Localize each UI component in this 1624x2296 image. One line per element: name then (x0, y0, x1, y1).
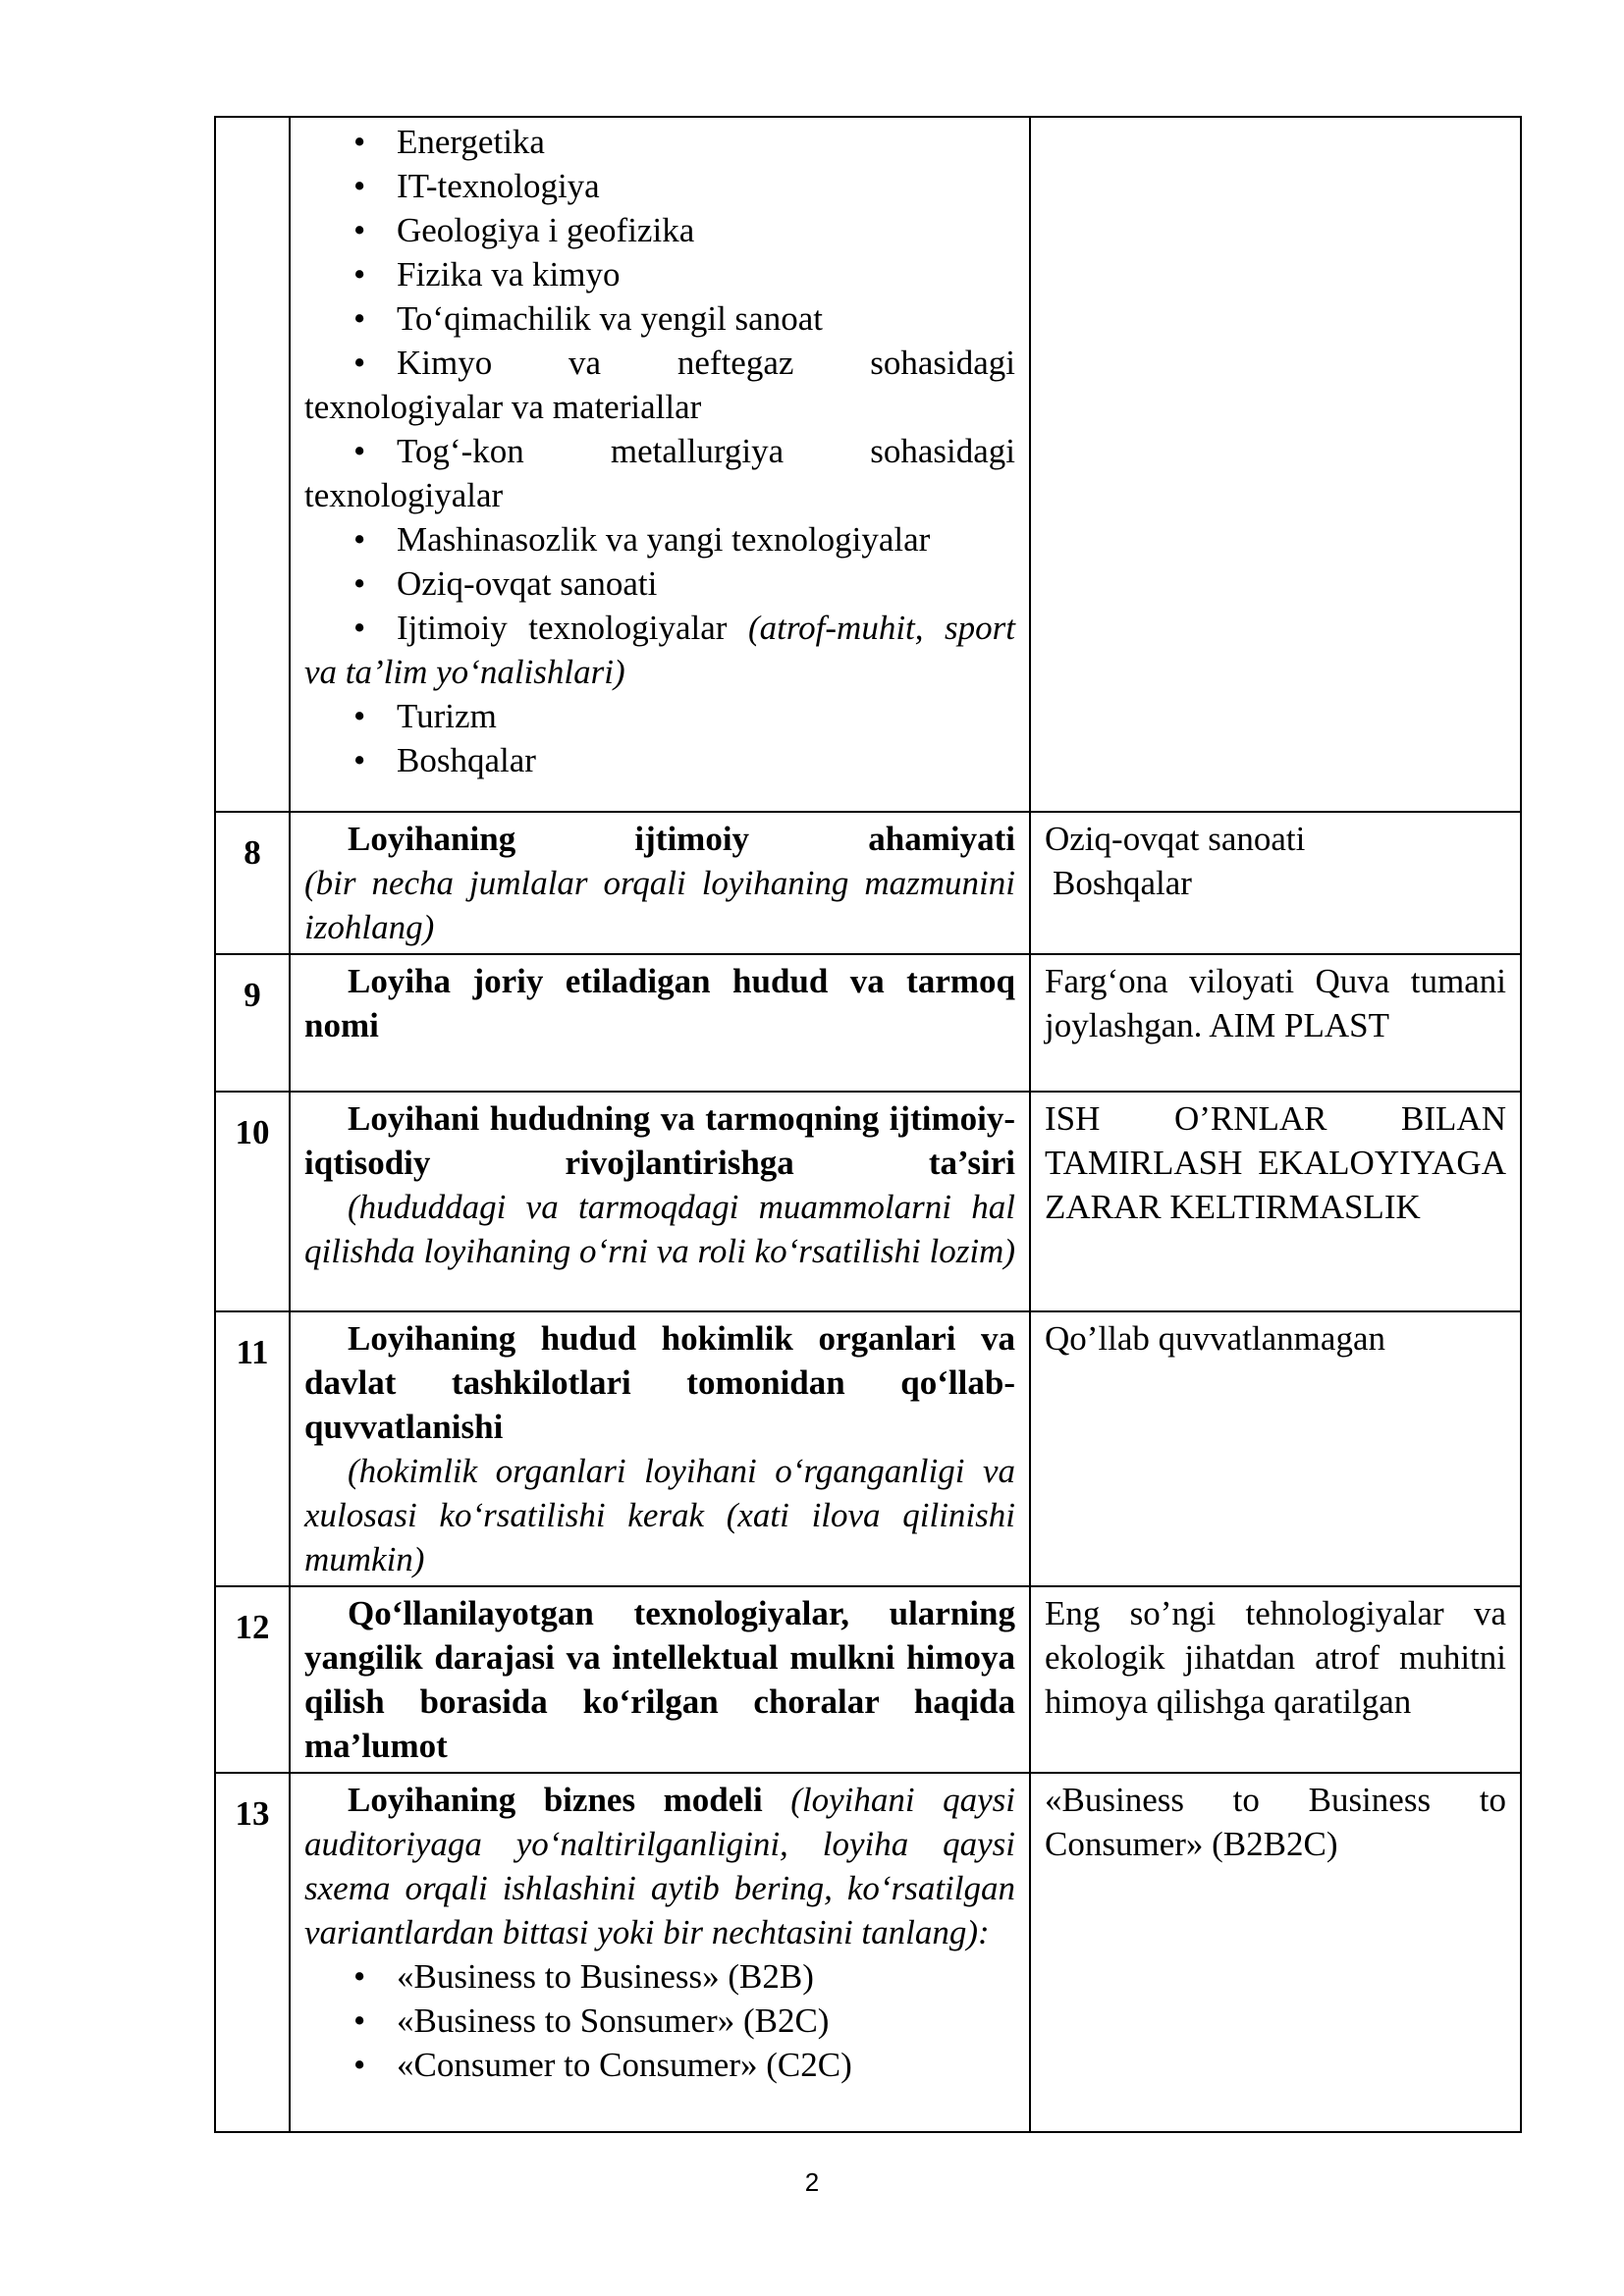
answer-line: Oziq-ovqat sanoati (1045, 820, 1306, 858)
question-title: Loyihaning hudud hokimlik organlari va davlat tashkilotlari tomonidan qo‘llab-quvvatlanishi (304, 1319, 1015, 1446)
page-number: 2 (804, 2167, 820, 2197)
list-item: • Mashinasozlik va yangi texnologiyalar (304, 517, 1015, 561)
table-row-8 (215, 812, 1521, 954)
answer-text: Farg‘ona viloyati Quva tumani joylashgan. AIM PLAST (1045, 962, 1506, 1044)
question-cell (290, 812, 1030, 954)
row-number: 12 (215, 1586, 290, 1773)
answer-text: Eng so’ngi tehnologiyalar va ekologik jihatdan atrof muhitni himoya qilishga qaratilgan (1045, 1594, 1506, 1721)
answer-cell (1030, 954, 1521, 1092)
list-item: • To‘qimachilik va yengil sanoat (304, 296, 1015, 341)
question-title: Loyihaning ijtimoiy ahamiyati (348, 820, 1015, 858)
answer-text: Qo’llab quvvatlanmagan (1045, 1319, 1385, 1358)
list-item: • Oziq-ovqat sanoati (304, 561, 1015, 606)
table-row-10 (215, 1092, 1521, 1311)
list-item: • Ijtimoiy texnologiyalar (atrof-muhit, sport va ta’lim yo‘nalishlari) (304, 606, 1015, 694)
question-hint: (bir necha jumlalar orqali loyihaning mazmunini izohlang) (304, 864, 1015, 946)
table-row-9 (215, 954, 1521, 1092)
question-cell (290, 1773, 1030, 2132)
question-title: Loyiha joriy etiladigan hudud va tarmoq nomi (304, 962, 1015, 1044)
list-item: • Tog‘-kon metallurgiya sohasidagi texnologiyalar (304, 429, 1015, 517)
application-form-table (214, 116, 1522, 2133)
row-number: 13 (215, 1773, 290, 2132)
row-number: 8 (215, 812, 290, 954)
answer-cell (1030, 812, 1521, 954)
row-number: 11 (215, 1311, 290, 1586)
sector-list-cell (290, 117, 1030, 812)
option-item: • «Business to Sonsumer» (B2C) (304, 1999, 1015, 2043)
list-item: • IT-texnologiya (304, 164, 1015, 208)
answer-cell (1030, 1311, 1521, 1586)
bullet-icon: • (353, 432, 366, 470)
row-number-cell (215, 117, 290, 812)
question-cell (290, 1092, 1030, 1311)
list-item: • Boshqalar (304, 738, 1015, 782)
list-item: • Fizika va kimyo (304, 252, 1015, 296)
question-text (304, 1778, 1015, 1954)
question-cell (290, 954, 1030, 1092)
question-title: Qo‘llanilayotgan texnologiyalar, ularning yangilik darajasi va intellektual mulkni himoya qilish borasida ko‘rilgan choralar haqida ma’lumot (304, 1594, 1015, 1765)
table-row-11 (215, 1311, 1521, 1586)
option-item: • «Business to Business» (B2B) (304, 1954, 1015, 1999)
row-number: 9 (215, 954, 290, 1092)
list-item-note: (atrof-muhit, sport va ta’lim yo‘nalishlari) (304, 609, 1015, 691)
sector-list (304, 120, 1015, 782)
question-hint: (hokimlik organlari loyihani o‘rganganligi va xulosasi ko‘rsatilishi kerak (xati ilova qilinishi mumkin) (304, 1452, 1015, 1578)
bullet-icon: • (353, 609, 366, 647)
list-item: • Kimyo va neftegaz sohasidagi texnologiyalar va materiallar (304, 341, 1015, 429)
answer-cell (1030, 117, 1521, 812)
question-hint: (hududdagi va tarmoqdagi muammolarni hal qilishda loyihaning o‘rni va roli ko‘rsatilishi lozim) (304, 1188, 1015, 1270)
question-cell (290, 1586, 1030, 1773)
answer-text: «Business to Business to Consumer» (B2B2C) (1045, 1781, 1506, 1863)
answer-line: Boshqalar (1053, 864, 1192, 902)
bullet-icon: • (353, 344, 366, 382)
question-hint: (loyihani qaysi auditoriyaga yo‘naltirilganligini, loyiha qaysi sxema orqali ishlashini aytib bering, ko‘rsatilgan variantlardan bittasi yoki bir nechtasini tanlang): (304, 1781, 1016, 1951)
question-cell (290, 1311, 1030, 1586)
business-model-options (304, 1954, 1015, 2087)
answer-cell (1030, 1773, 1521, 2132)
table-row-13 (215, 1773, 1521, 2132)
list-item: • Geologiya i geofizika (304, 208, 1015, 252)
question-title: Loyihani hududning va tarmoqning ijtimoiy-iqtisodiy rivojlantirishga ta’siri (304, 1099, 1015, 1182)
answer-cell (1030, 1092, 1521, 1311)
table-row-continued (215, 117, 1521, 812)
list-item: • Energetika (304, 120, 1015, 164)
table-row-12 (215, 1586, 1521, 1773)
option-item: • «Consumer to Consumer» (C2C) (304, 2043, 1015, 2087)
answer-cell (1030, 1586, 1521, 1773)
answer-text: ISH O’RNLAR BILAN TAMIRLASH EKALOYIYAGA ZARAR KELTIRMASLIK (1045, 1099, 1506, 1226)
question-title: Loyihaning biznes modeli (348, 1781, 763, 1819)
list-item: • Turizm (304, 694, 1015, 738)
row-number: 10 (215, 1092, 290, 1311)
